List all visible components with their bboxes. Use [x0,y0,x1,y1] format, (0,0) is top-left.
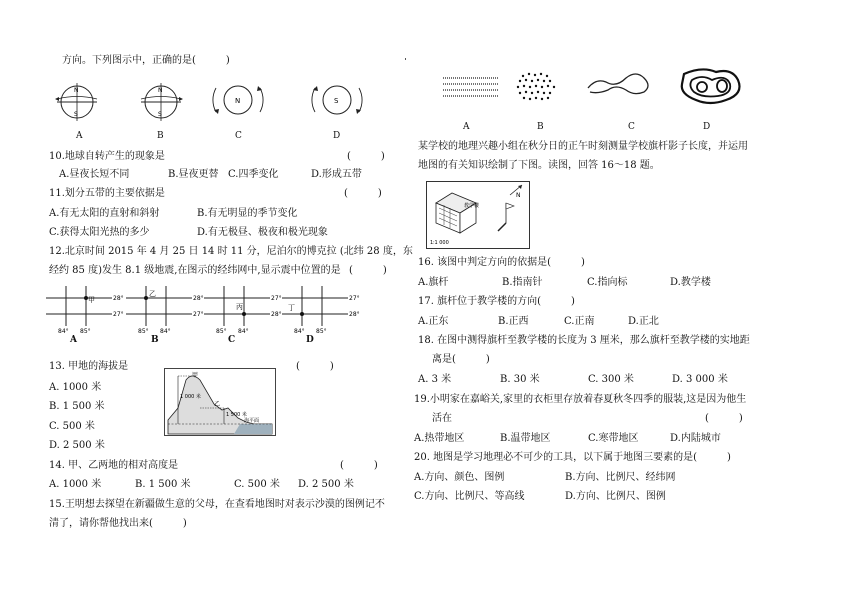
q14-opt-a: A. 1000 米 [49,479,102,490]
profile-h2: 1 500 米 [226,412,247,418]
q18-opt-d: D. 3 000 米 [672,374,728,385]
q19-line2: 活在 [432,413,452,424]
q15-line2: 清了，请你帮他找出来( ) [49,518,187,529]
q19-opt-a: A.热带地区 [414,433,465,444]
globe-c-label: N [235,97,241,105]
terrain-profile-figure [164,368,276,436]
q15-legend-symbols [440,66,750,116]
legend-a-lines [443,78,498,96]
q18-opt-c: C. 300 米 [588,374,634,385]
q13-opt-c: C. 500 米 [49,421,95,432]
q11-opt-a: A.有无太阳的直射和斜射 [49,208,160,219]
q10-opt-d: D.形成五带 [311,169,362,180]
q20-stem: 20. 地图是学习地理必不可少的工具，以下属于地图三要素的是( ) [414,452,731,463]
grid-b [126,286,204,335]
q18-line2: 离是( ) [432,354,490,365]
grid-a-lat-bot: 27° [113,311,124,318]
grid-d-lat-bot: 28° [349,311,360,318]
q9-globe-diagrams [55,78,375,130]
legend-letter-a: A [463,122,470,132]
grid-a-lat-top: 28° [113,295,124,302]
globe-b-s: S [158,111,162,118]
legend-letter-b: B [537,122,544,132]
q14-opt-b: B. 1 500 米 [135,479,191,490]
q13-stem: 13. 甲地的海拔是 [49,361,129,372]
q16-opt-b: B.指南针 [502,277,543,288]
grid-b-lat-bot: 27° [193,311,204,318]
q12-line1: 12.北京时间 2015 年 4 月 25 日 14 时 11 分，尼泊尔的博克拉 (北纬 28 度，东 [49,246,413,257]
intro-line2: 地图的有关知识绘制了下图。读图，回答 16～18 题。 [418,160,660,171]
q11-opt-c: C.获得太阳光热的多少 [49,227,150,238]
q10-paren: ( ) [347,151,385,162]
globe-a [55,83,97,121]
q9-letter-d: D [333,131,341,141]
map-north-label: N [516,192,521,199]
profile-sea: 海平面 [244,418,260,424]
q9-tail-text: 方向。下列图示中，正确的是( ) [62,55,230,66]
q11-stem: 11.划分五带的主要依据是 [49,188,165,199]
globe-b [141,83,183,121]
q11-opt-d: D.有无极昼、极夜和极光现象 [197,227,328,238]
grid-c-lon-left: 85° [216,328,227,335]
grid-d-lon-right: 85° [316,328,327,335]
grid-c-lat-bot: 28° [271,311,282,318]
q20-opt-a: A.方向、颜色、图例 [414,472,505,483]
grid-d-lon-left: 84° [294,328,305,335]
q11-opt-b: B.有无明显的季节变化 [197,208,298,219]
q19-paren: ( ) [705,413,743,424]
grid-b-place: 乙 [149,290,156,298]
grid-a-lon-left: 84° [58,328,69,335]
grid-a [46,286,124,335]
q12-paren: ( ) [349,265,387,276]
q20-opt-c: C.方向、比例尺、等高线 [414,491,525,502]
q12-letter-c: C [228,335,236,345]
q18-opt-a: A. 3 米 [418,374,452,385]
q9-letter-a: A [76,131,83,141]
q17-stem: 17. 旗杆位于教学楼的方向( ) [418,296,575,307]
q14-paren: ( ) [340,460,378,471]
grid-b-lat-top: 28° [193,295,204,302]
grid-c-lat-top: 27° [271,295,282,302]
q15-line1: 15.王明想去探望在新疆做生意的父母，在查看地图时对表示沙漠的图例记不 [49,499,385,510]
map-scale-label: 1∶1 000 [430,240,449,246]
q16-stem: 16. 该图中判定方向的依据是( ) [418,257,585,268]
q20-opt-d: D.方向、比例尺、图例 [565,491,666,502]
profile-jia: 甲 [192,372,199,379]
globe-d-label: S [334,97,339,105]
q18-opt-b: B. 30 米 [500,374,540,385]
profile-yi: 乙 [214,401,221,408]
school-flagpole-map [426,181,530,249]
q10-opt-c: C.四季变化 [228,169,279,180]
q17-opt-b: B.正西 [498,316,529,327]
grid-b-lon-left: 85° [138,328,149,335]
intro-line1: 某学校的地理兴趣小组在秋分日的正午时刻测量学校旗杆影子长度，并运用 [418,141,748,152]
q12-line2: 经约 85 度)发生 8.1 级地震,在图示的经纬网中,显示震中位置的是 [49,265,341,276]
globe-a-s: S [74,111,78,118]
grid-a-lon-right: 85° [80,328,91,335]
grid-b-lon-right: 84° [160,328,171,335]
q10-opt-a: A.昼夜长短不同 [59,169,130,180]
q13-opt-d: D. 2 500 米 [49,440,105,451]
globe-b-n: N [158,87,163,94]
q20-opt-b: B.方向、比例尺、经纬网 [565,472,676,483]
q19-line1: 19.小明家在嘉峪关,家里的衣柜里存放着春夏秋冬四季的服装,这是因为他生 [414,394,747,405]
q17-opt-d: D.正北 [628,316,659,327]
q12-letter-a: A [70,335,77,345]
legend-c-river [588,74,648,94]
globe-c [213,86,263,114]
grid-c [204,286,282,335]
grid-d [282,286,360,335]
column-divider-mark [405,58,406,60]
q16-opt-d: D.教学楼 [670,277,711,288]
q19-opt-d: D.内陆城市 [670,433,721,444]
q13-paren: ( ) [296,361,334,372]
legend-b-dots [517,73,555,100]
q12-lat-lon-grids [44,284,360,340]
legend-letter-d: D [703,122,711,132]
legend-letter-c: C [628,122,635,132]
q9-letter-c: C [235,131,242,141]
grid-a-place: 甲 [88,296,95,304]
q17-opt-c: C.正南 [564,316,595,327]
q14-opt-c: C. 500 米 [234,479,280,490]
q16-opt-c: C.指向标 [587,277,628,288]
legend-d-contours [682,69,740,103]
q11-paren: ( ) [344,188,382,199]
q10-opt-b: B.昼夜更替 [168,169,219,180]
q13-opt-b: B. 1 500 米 [49,401,105,412]
globe-d [312,86,362,114]
q19-opt-c: C.寒带地区 [588,433,639,444]
q9-letter-b: B [157,131,164,141]
map-building-label: 教学楼 [464,203,480,209]
q14-stem: 14. 甲、乙两地的相对高度是 [49,460,179,471]
q13-opt-a: A. 1000 米 [49,382,102,393]
q12-letter-d: D [306,335,314,345]
grid-d-place: 丁 [288,304,295,312]
profile-h1: 1 000 米 [180,394,201,400]
q12-letter-b: B [151,335,159,345]
q16-opt-a: A.旗杆 [418,277,449,288]
q10-stem: 10.地球自转产生的现象是 [49,151,165,162]
globe-a-n: N [74,87,79,94]
grid-c-lon-right: 84° [238,328,249,335]
q17-opt-a: A.正东 [418,316,449,327]
q19-opt-b: B.温带地区 [500,433,551,444]
q18-line1: 18. 在图中测得旗杆至教学楼的长度为 3 厘米，那么旗杆至教学楼的实地距 [418,335,750,346]
grid-c-place: 丙 [236,303,243,311]
q14-opt-d: D. 2 500 米 [298,479,354,490]
grid-d-lat-top: 27° [349,295,360,302]
